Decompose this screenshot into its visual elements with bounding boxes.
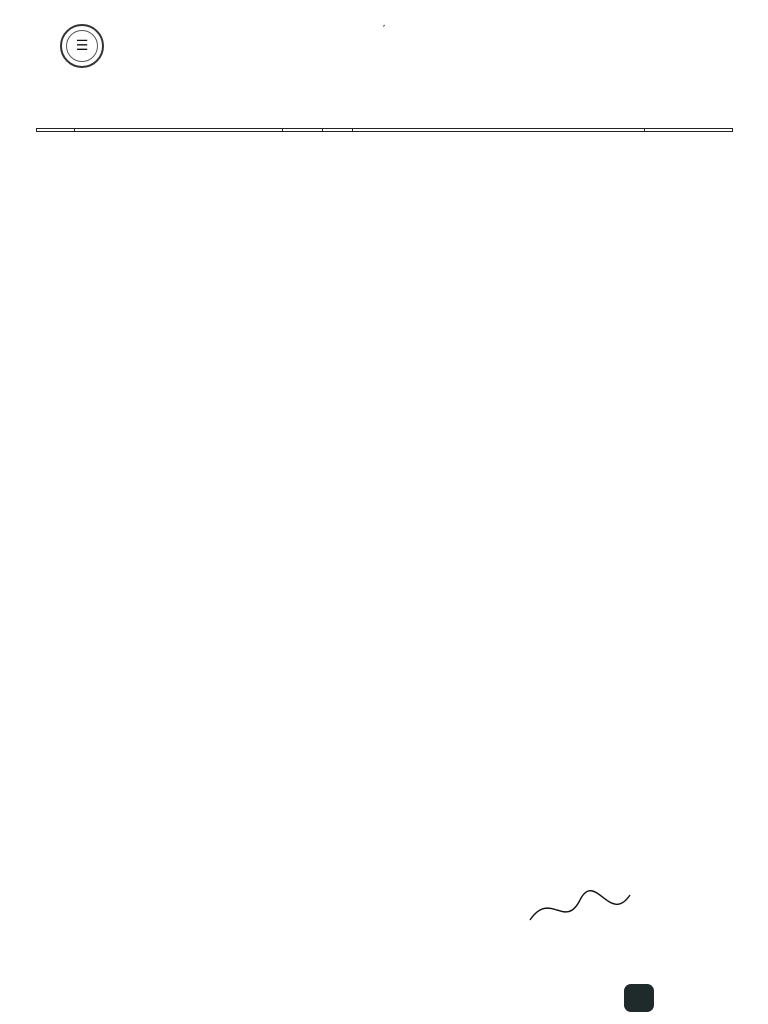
col-salary bbox=[645, 129, 733, 132]
col-count bbox=[323, 129, 353, 132]
table-header-row bbox=[37, 129, 733, 132]
signature-icon bbox=[510, 880, 700, 932]
footer-notes bbox=[36, 728, 732, 730]
header bbox=[0, 18, 768, 33]
school-logo-icon: ☰ bbox=[60, 24, 104, 68]
posts-table bbox=[36, 128, 733, 132]
col-post bbox=[75, 129, 283, 132]
camscanner-badge bbox=[624, 984, 654, 1012]
col-version bbox=[283, 129, 323, 132]
col-serial bbox=[37, 129, 75, 132]
col-qualification bbox=[353, 129, 645, 132]
contact-line: , bbox=[382, 19, 386, 29]
